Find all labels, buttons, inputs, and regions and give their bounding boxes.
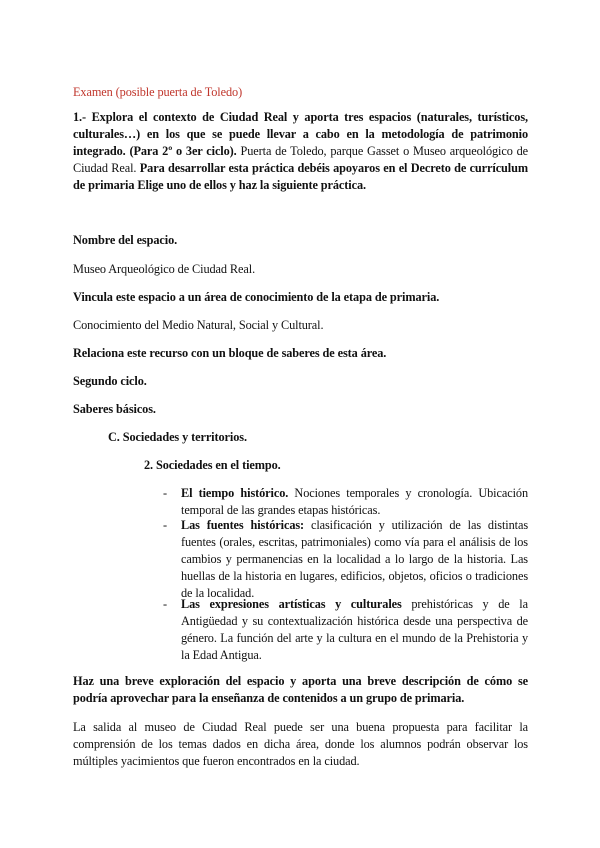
vincula-value: Conocimiento del Medio Natural, Social y Cultural. bbox=[73, 318, 324, 332]
relaciona-label: Relaciona este recurso con un bloque de saberes de esta área. bbox=[73, 346, 387, 360]
bloque-heading: C. Sociedades y territorios. bbox=[108, 430, 247, 444]
nombre-value: Museo Arqueológico de Ciudad Real. bbox=[73, 262, 256, 276]
saberes-label: Saberes básicos. bbox=[73, 402, 156, 416]
exam-title: Examen (posible puerta de Toledo) bbox=[73, 85, 243, 99]
bullet-marker: - bbox=[163, 486, 168, 500]
question-1-answer: Puerta de Toledo, parque Gasset o Museo arqueológico de Ciudad Real. bbox=[73, 144, 529, 175]
bullet-marker: - bbox=[163, 518, 168, 532]
subbloque-heading: 2. Sociedades en el tiempo. bbox=[144, 458, 281, 472]
bullet-marker: - bbox=[163, 597, 168, 611]
vincula-label: Vincula este espacio a un área de conocimiento de la etapa de primaria. bbox=[73, 290, 440, 304]
question-1-bold-b: Para desarrollar esta práctica debéis apoyaros en el Decreto de currículum de primaria Elige uno de ellos y haz la siguiente práctica. bbox=[73, 161, 528, 192]
nombre-label: Nombre del espacio. bbox=[73, 233, 178, 247]
question-1 bbox=[73, 109, 528, 194]
final-paragraph: La salida al museo de Ciudad Real puede ser una buena propuesta para facilitar la comprensión de los temas dados en dicha área, donde los alumnos podrán observar los múltiples yacimientos que fueron encontrados en la ciudad. bbox=[73, 720, 528, 768]
list-item: Las expresiones artísticas y culturales prehistóricas y de la Antigüedad y su contextualización histórica desde una perspectiva de género. La función del arte y la cultura en el mundo de la Prehistoria y la Edad Antigua. bbox=[181, 597, 528, 662]
question-1-bold-a: 1.- Explora el contexto de Ciudad Real y aporta tres espacios (naturales, turísticos, culturales…) en los que se puede llevar a cabo en la metodología de patrimonio integrado. (Para 2º o 3er ciclo). bbox=[73, 110, 528, 158]
explora-label: Haz una breve exploración del espacio y aporta una breve descripción de cómo se podría aprovechar para la enseñanza de contenidos a un grupo de primaria. bbox=[73, 674, 528, 705]
list-item: El tiempo histórico. Nociones temporales y cronología. Ubicación temporal de las grandes etapas históricas. bbox=[181, 486, 528, 517]
ciclo-label: Segundo ciclo. bbox=[73, 374, 147, 388]
list-item: Las fuentes históricas: clasificación y utilización de las distintas fuentes (orales, escritas, patrimoniales) como vía para el análisis de los cambios y permanencias en la localidad a lo largo de la historia. Las huellas de la historia en lugares, edificios, objetos, oficios o tradiciones de la localidad. bbox=[181, 518, 529, 600]
